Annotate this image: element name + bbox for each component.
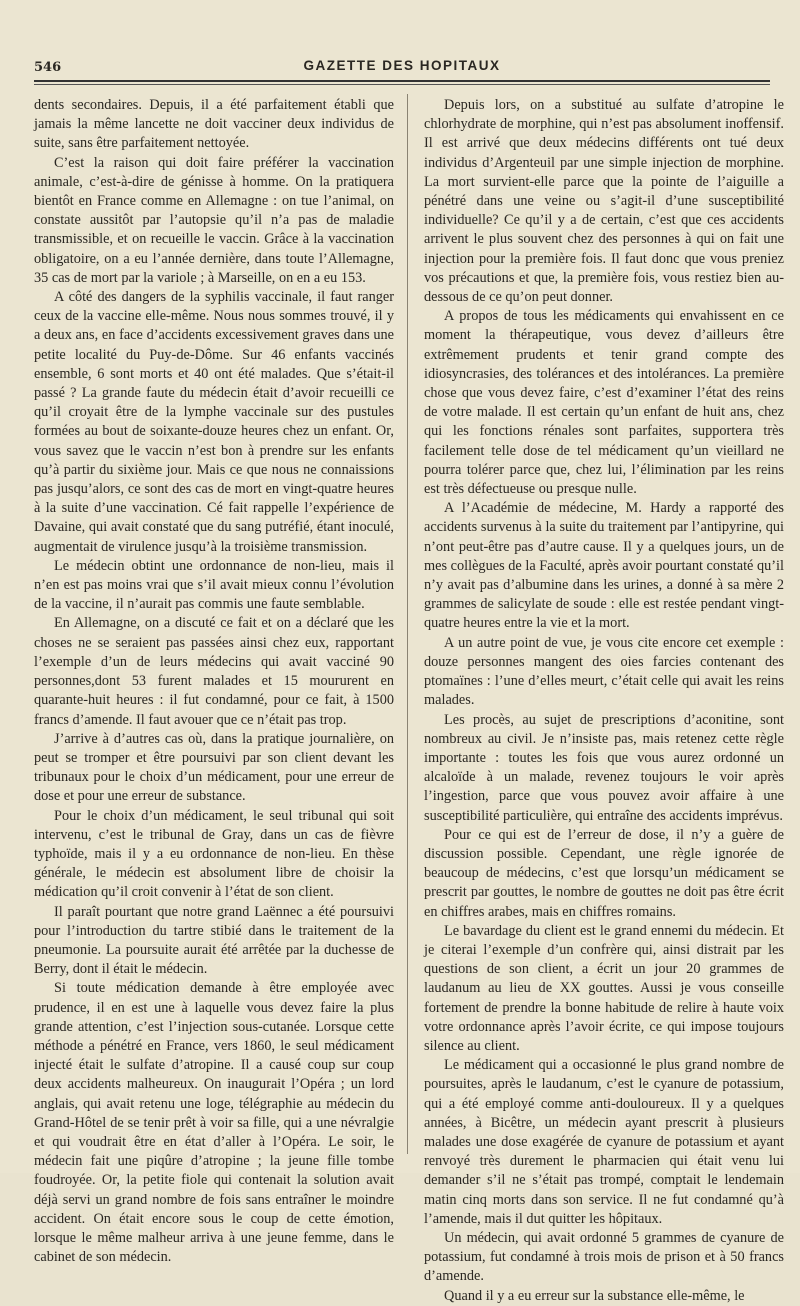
paragraph: Depuis lors, on a substitué au sulfate d’atropine le chlorhydrate de morphine, qui n’est pas absolument inoffensif. Il est arrivé que deux médecins différents ont tué deux individus d’Argenteuil par une simple injection de morphine. La mort survient-elle parce que la pointe de l’aiguille a pénétré dans une veine ou s’agit-il d’une susceptibilité individuelle? Ce qu’il y a de certain, c’est que ces accidents arrivent le plus souvent chez des personnes à qui on fait une injection pour la première fois. Il faut donc que vous preniez vos précautions et que, la première fois, vous restiez bien au-dessous de ce qu’on peut donner. <box>424 97 784 306</box>
journal-title: GAZETTE DES HOPITAUX <box>303 58 501 73</box>
paragraph: dents secondaires. Depuis, il a été parfaitement établi que jamais la même lancette ne doit vacciner deux individus de suite, sans être parfaitement nettoyée. <box>34 97 394 152</box>
paragraph: Si toute médication demande à être employée avec prudence, il en est une à laquelle vous devez faire la plus grande attention, c’est l’injection sous-cutanée. Lorsque cette méthode a pénétré en France, vers 1860, le seul médicament injecté était le sulfate d’atropine. Il a causé coup sur coup deux accidents malheureux. On inaugurait l’Opéra ; un lord anglais, qui avait retenu une loge, télégraphie au médecin du Grand-Hôtel de se tenir prêt à voir sa fille, qui a une névralgie et qui voudrait être en état d’aller à l’Opéra. Le soir, le médecin fait une piqûre d’atropine ; la jeune fille tombe foudroyée. Or, la petite fiole qui contenait la solution avait déjà servi un grand nombre de fois sans entraîner le moindre accident. On était encore sous le coup de cette émotion, lorsque le même malheur arriva à une jeune femme, dans le cabinet de son médecin. <box>34 980 394 1266</box>
column-divider <box>407 94 408 1154</box>
paragraph: A un autre point de vue, je vous cite encore cet exemple : douze personnes mangent des oies farcies contenant des ptomaïnes : l’une d’elles meurt, c’était celle qui avait les reins malades. <box>424 634 784 709</box>
page-number: 546 <box>34 60 62 75</box>
page-header <box>34 56 770 78</box>
paragraph: Le médecin obtint une ordonnance de non-lieu, mais il n’en est pas moins vrai que s’il avait mieux connu l’évolution de la vaccine, il n’aurait pas commis une faute semblable. <box>34 557 394 613</box>
paragraph: Un médecin, qui avait ordonné 5 grammes de cyanure de potassium, fut condamné à trois mois de prison et à 50 francs d’amende. <box>424 1229 784 1285</box>
paragraph: A côté des dangers de la syphilis vaccinale, il faut ranger ceux de la vaccine elle-même. Nous nous sommes trouvé, il y a deux ans, en face d’accidents excessivement graves dans une petite localité du Puy-de-Dôme. Sur 46 enfants vaccinés ensemble, 6 sont morts et 40 ont été malades. Que s’était-il passé ? La grande faute du médecin était d’avoir recueilli ce qu’il croyait être de la lymphe vaccinale sur des pustules formées au bout de soixante-douze heures chez un enfant. Or, vous savez que le vaccin n’est bon à prendre sur les enfants qu’à partir du sixième jour. Mais ce que nous ne connaissions pas jusqu’alors, ce sont des cas de mort en vingt-quatre heures à la suite d’une vaccination. Cé fait rappelle l’expérience de Davaine, qui avait constaté que du sang putréfié, étant inoculé, augmentait de virulence jusqu’à la troisième transmission. <box>34 289 394 555</box>
paragraph: J’arrive à d’autres cas où, dans la pratique journalière, on peut se tromper et être poursuivi par son client devant les tribunaux pour le choix d’un médicament, pour une erreur de dose et pour une erreur de substance. <box>34 730 394 805</box>
paragraph: Pour le choix d’un médicament, le seul tribunal qui soit intervenu, c’est le tribunal de Gray, dans un cas de fièvre typhoïde, mais il y a eu ordonnance de non-lieu. En thèse générale, le médecin est absolument libre de choisir la médication qu’il croit convenir à l’état de son client. <box>34 807 394 901</box>
paragraph: Quand il y a eu erreur sur la substance elle-même, le <box>444 1287 745 1304</box>
header-rule-thin <box>34 84 770 85</box>
paragraph: Le bavardage du client est le grand ennemi du médecin. Et je citerai l’exemple d’un confrère qui, ainsi distrait par les questions de son client, a écrit un jour 20 grammes de laudanum au lieu de XX gouttes. Aussi je vous conseille fortement de prendre la bonne habitude de relire à haute voix votre ordonnance après l’avoir écrite, ce qui impose toujours silence au client. <box>424 922 784 1054</box>
left-column <box>34 96 394 1267</box>
paragraph: A l’Académie de médecine, M. Hardy a rapporté des accidents survenus à la suite du traitement par l’antipyrine, qui n’ont peut-être pas d’autre cause. Il y a quelques jours, un de mes collègues de la Faculté, après avoir pourtant constaté qu’il n’y avait pas d’albumine dans les urines, a donné à sa mère 2 grammes de salicylate de soude : elle est restée pendant vingt-quatre heures entre la vie et la mort. <box>424 500 784 632</box>
paragraph: Il paraît pourtant que notre grand Laënnec a été poursuivi pour l’introduction du tartre stibié dans le traitement de la pneumonie. La poursuite aurait été arrêtée par la duchesse de Berry, dont il était le médecin. <box>34 903 394 978</box>
header-rule <box>34 80 770 82</box>
paragraph: En Allemagne, on a discuté ce fait et on a déclaré que les choses ne se seraient pas passées ainsi chez eux, rapportant l’exemple d’un de leurs médecins qui avait vacciné 90 personnes,dont 53 furent malades et 15 moururent en quarante-huit heures : il fut condamné, pour ce fait, à 1500 francs d’amende. Il faut avouer que ce n’était pas trop. <box>34 615 394 728</box>
paragraph: A propos de tous les médicaments qui envahissent en ce moment la thérapeutique, vous devez d’ailleurs être extrêmement prudents et tenir grand compte des idiosyncrasies, des tolérances et des intolérances. La première chose que vous devez faire, c’est d’examiner l’état des reins de votre malade. Il est certain qu’un enfant de huit ans, chez qui les fonctions rénales sont parfaites, supportera très facilement telle dose de tel médicament qu’un vieillard ne pourra tolérer parce que, chez lui, l’élimination par les reins est très défectueuse ou presque nulle. <box>424 308 784 498</box>
paragraph: Le médicament qui a occasionné le plus grand nombre de poursuites, après le laudanum, c’est le cyanure de potassium, qui a été employé comme anti-douloureux. Il y a quelques années, à Bicêtre, un médecin ayant prescrit à plusieurs malades une dose exagérée de cyanure de potassium et ayant renvoyé très durement le pharmacien qui était venu lui demander s’il ne s’était pas trompé, comptait le lendemain matin cinq morts dans son service. Il ne fut condamné qu’à l’amende, mais il dut quitter les hôpitaux. <box>424 1057 784 1227</box>
paragraph: Les procès, au sujet de prescriptions d’aconitine, sont nombreux au civil. Je n’insiste pas, mais retenez cette règle importante : toutes les fois que vous aurez ordonné un alcaloïde à un malade, revenez toujours le voir après l’ingestion, parce que vous pouvez avoir affaire à une susceptibilité particulière, qui entraîne des accidents imprévus. <box>424 711 784 824</box>
paragraph: C’est la raison qui doit faire préférer la vaccination animale, c’est-à-dire de génisse à homme. On la pratiquera bientôt en France comme en Allemagne : on tue l’animal, on constate aussitôt par l’autopsie qu’il n’a pas de maladie transmissible, et on recueille le vaccin. Grâce à la vaccination obligatoire, on a eu l’année dernière, dans toute l’Allemagne, 35 cas de mort par la variole ; à Marseille, on en a eu 153. <box>34 154 394 286</box>
paragraph: Pour ce qui est de l’erreur de dose, il n’y a guère de discussion possible. Cependant, une règle ignorée de beaucoup de médecins, c’est que lorsqu’un médicament se prescrit par gouttes, le nombre de gouttes ne doit pas être écrit en chiffres arabes, mais en chiffres romains. <box>424 826 784 920</box>
right-column <box>424 96 784 1306</box>
